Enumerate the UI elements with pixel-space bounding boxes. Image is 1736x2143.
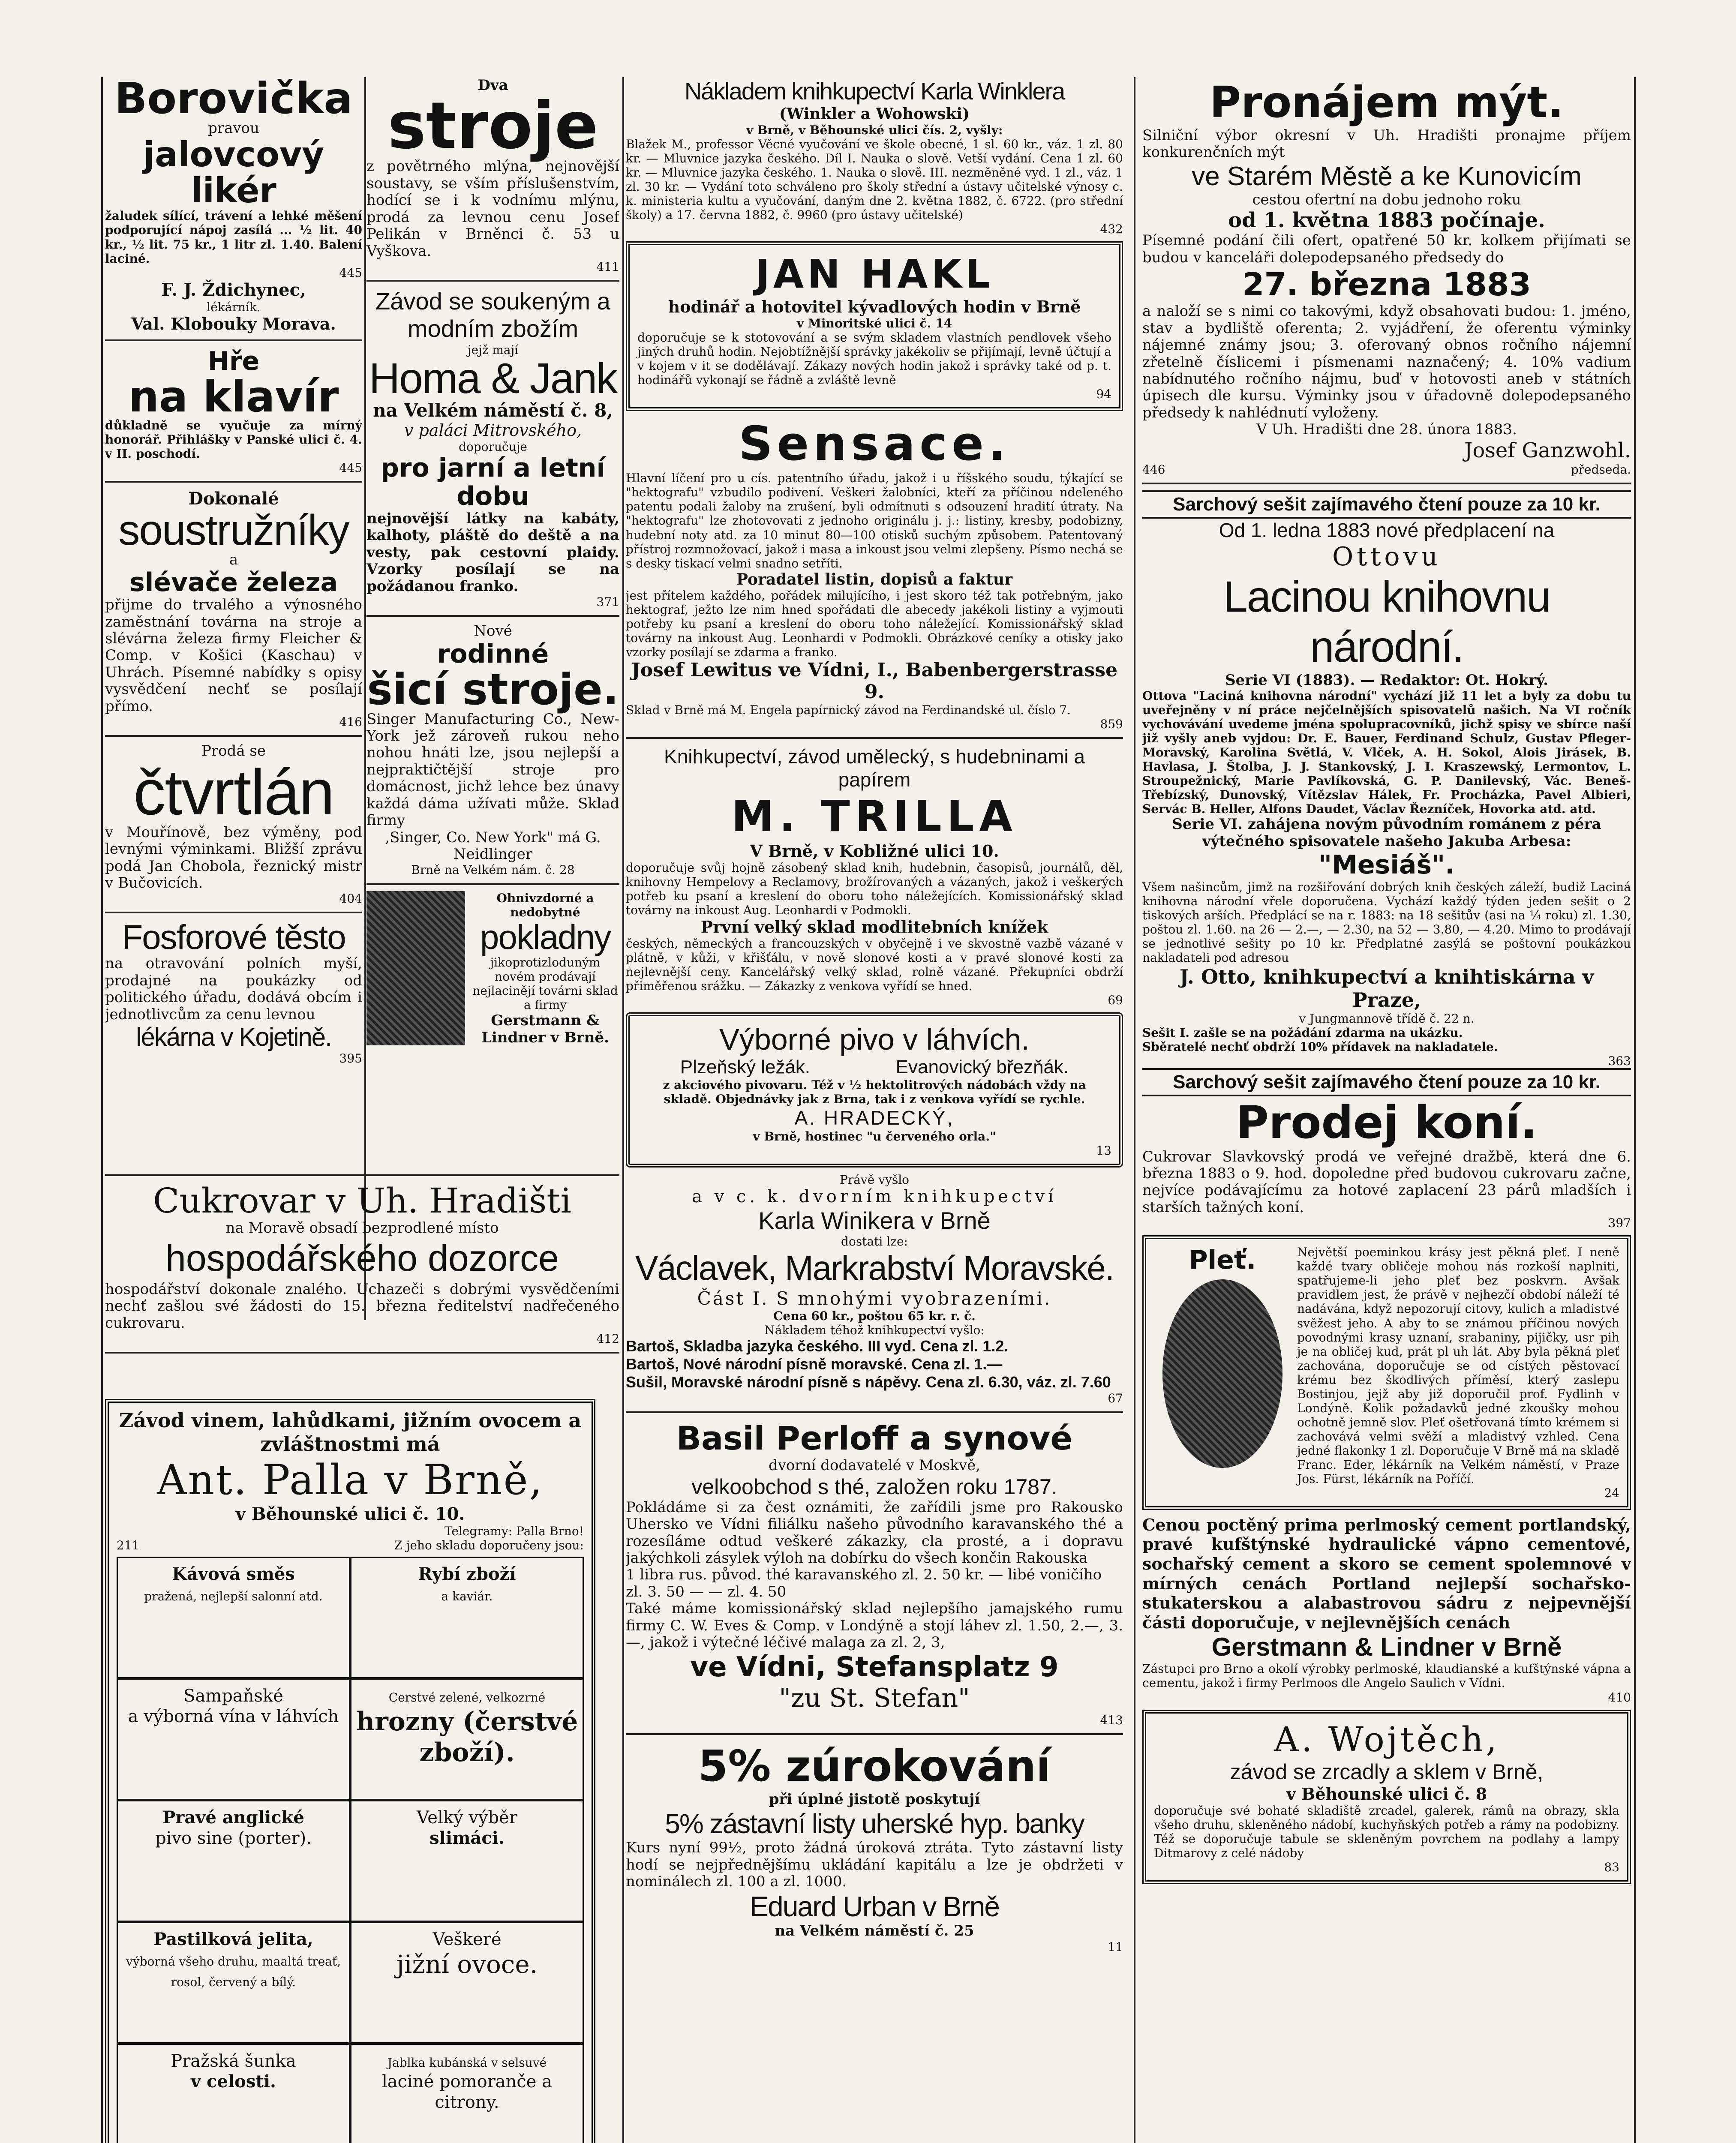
ad-uroky (626, 1741, 1123, 1954)
product-cell (117, 1800, 350, 1922)
product-title: Kávová směs (172, 1564, 295, 1585)
ad-number: 11 (1108, 1939, 1123, 1954)
ad-body: Blažek M., professor Věcné vyučování ve škole obecné, 1 sl. 60 kr., váz. 1 zl. 80 kr. — Mluvnice jazyka českého. Díl I. Nauka o slově. Vetší vydání. Cena 1 zl. 60 kr. — Mluvnice jazyka českého. 1. Nauka o slově. III. nezměněné vyd. 1 zl., váz. 1 zl. 30 kr. — Vydání toto schváleno pro školy střední a ústavy učitelské výnosy c. k. ministeria kultu a vyučování, daným dne 2. května 1882, č. 6722. (pro střední školy) a 17. června 1882, č. 9960 (pro ústavy učitelské) (626, 137, 1123, 222)
beer-evanovice: Evanovický březňák. (895, 1056, 1069, 1078)
ad-number: 445 (339, 460, 362, 475)
ad-title: Nákladem knihkupectví Karla Winklera (684, 78, 1065, 105)
product-desc: laciné pomoranče a citrony. (381, 2072, 553, 2113)
ad-body: Zástupci pro Brno a okolí výrobky perlmoské, klaudianské a kufštýnské vápna a cementu, jakož i firmy Perlmoos dle Angelo Saulich v Vídni. (1142, 1662, 1631, 1690)
ad-place: Val. Klobouky Morava. (131, 314, 336, 333)
product-title: Rybí zboží (418, 1564, 516, 1585)
book-line: Sušil, Moravské národní písně s nápěvy. Cena zl. 6.30, váz. zl. 7.60 (626, 1373, 1111, 1391)
ad-body: důkladně se vyučuje za mírný honorář. Přihlášky v Panské ulici č. 4. v II. poschodí. (105, 418, 362, 461)
ad-plet (1142, 1235, 1631, 1510)
ad-number: 413 (1100, 1713, 1123, 1727)
ad-number: 404 (339, 891, 362, 906)
ad-body: jest přítelem každého, pořádek milujícího, i jest skoro též tak potřebným, jako hektograf, ježto lze nim hned spořádati dle abecedy jakékoli listiny a vyjmouti potřeby ku psaní a kreslení do oboru toho náležející. Komissionářský sklad továrny na inkoust Aug. Leonhardi v Podmokli. Obrázkové ceníky a otisky jako vzorky posílají se zdarma a franko. (626, 588, 1123, 659)
product-desc: výborná všeho druhu, maaltá treať, rosol, červený a bílý. (126, 1954, 341, 1990)
ad-title: Sensace. (739, 416, 1010, 471)
ad-klavir (105, 347, 362, 475)
safe-illustration (366, 891, 465, 1045)
ad-title: Basil Perloff a synové (676, 1419, 1072, 1458)
ad-sub: (Winkler a Wohowski) (779, 105, 970, 123)
ad-myt (1142, 77, 1631, 477)
ad-body: doporučuje svůj hojně zásobený sklad knih, hudebnin, časopisů, journálů, děl, knihovny Hempelovy a Reclamovy, brožírovaných a vázaných, jakož i veškerých potřeb ku psaní a kreslení do oboru toho náležejících. Komissionářský sklad továrny na inkoust Aug. Leonhardi v Podmokli. (626, 860, 1123, 917)
ad-body: v Mouřínově, bez výměny, pod levnými výminkami. Bližší zprávu podá Jan Chobola, řeznický mistr v Bučovicích. (105, 823, 362, 891)
ad-kicker: Ohnivzdorné a nedobytné (496, 891, 594, 919)
ad-number: 69 (1108, 993, 1123, 1008)
ad-number: 94 (1096, 387, 1111, 402)
ad-vaclavek (626, 1173, 1123, 1405)
ad-price: Cena 60 kr., poštou 65 kr. r. č. (773, 1309, 976, 1324)
ad-number: 24 (1604, 1486, 1619, 1500)
product-desc: v celosti. (191, 2071, 276, 2092)
ad-number: 412 (596, 1331, 619, 1346)
ad-banner: Sarchový sešit zajímavého čtení pouze za 10 kr. (1142, 490, 1631, 519)
ad-serie: Serie VI. zahájena novým původním románem z péra výtečného spisovatele našeho Jakuba Arbesa: (1172, 816, 1601, 850)
ad-body: Písemné podání čili ofert, opatřené 50 kr. kolkem přijímati se budou v kanceláři dolepodepsaného předsedy do (1142, 232, 1631, 266)
ad-title: čtvrtlán (133, 756, 334, 828)
ad-number: 410 (1608, 1690, 1631, 1705)
ad-body: žaludek sílící, trávení a lehké měšení podporující nápoj zasílá ... ½ lit. 40 kr., ½ lit. 75 kr., 1 litr zl. 1.40. Balení laciné. (105, 209, 362, 266)
ad-and: a (229, 551, 238, 568)
divider (1142, 483, 1631, 484)
ad-title: Ant. Palla v Brně, (157, 1456, 544, 1504)
ad-number: 446 (1142, 462, 1165, 477)
ad-firm: Ottovu (1332, 541, 1442, 572)
product-cell (350, 1800, 584, 1922)
ad-body: hospodářství dokonale znalého. Uchazeči s dobrými vysvědčeními nechť zašlou své žádosti do 15. března ředitelství nadřečeného cukrovaru. (105, 1280, 619, 1332)
ad-sub: závod se zrcadly a sklem v Brně, (1230, 1759, 1544, 1784)
ad-kicker: Dva (478, 77, 508, 94)
product-cell (350, 1678, 584, 1800)
product-desc: a výborná vína v láhvích (128, 1707, 339, 1727)
product-title: Veškeré (432, 1930, 502, 1950)
ad-banner: Sarchový sešit zajímavého čtení pouze za 10 kr. (1142, 1068, 1631, 1096)
ad-sub: dvorní dodavatelé v Moskvě, (768, 1457, 981, 1474)
ad-address: v Brně, hostinec "u červeného orla." (753, 1129, 996, 1144)
ad-body: Silniční výbor okresní v Uh. Hradišti pronajme příjem konkurenčních mýt (1142, 127, 1631, 161)
ad-firm-sub: lékárník. (207, 300, 261, 314)
ad-title: ve Starém Městě a ke Kunovicím (1192, 161, 1582, 191)
ad-date: 27. března 1883 (1242, 266, 1531, 303)
ad-kicker: Nové (474, 622, 512, 640)
ad-wojtech (1142, 1710, 1631, 1884)
ad-kone (1142, 1096, 1631, 1231)
ad-body: cestou ofertní na dobu jednoho roku (1252, 191, 1521, 208)
ad-sub: na Moravě obsadí bezprodlené místo (225, 1219, 499, 1237)
ad-body: doporučuje své bohaté skladiště zrcadel, galerek, rámů na obrazy, skla všeho druhu, skleněného nádobí, kuchyňských potřeb a rámy na podobizny. Též se doporučuje tabule se skleněným povrchem na podlahy a lampy Ditmarovy z celé nádoby (1154, 1803, 1619, 1860)
column-rule (1634, 77, 1636, 2143)
ad-place: V Uh. Hradišti dne 28. února 1883. (1256, 421, 1517, 438)
beer-plzen: Plzeňský ležák. (680, 1056, 811, 1078)
product-cell (117, 1922, 350, 2044)
ad-title: M. TRILLA (731, 791, 1018, 841)
ad-note: Sešit I. zašle se na požádání zdarma na ukázku. (1142, 1025, 1463, 1040)
ad-sici-stroje (366, 623, 619, 877)
ad-number: 432 (1100, 222, 1123, 237)
ad-borovicka (105, 77, 362, 333)
ad-trilla (626, 745, 1123, 1007)
portrait-illustration (1162, 1279, 1282, 1468)
ad-body: jikoprotizloduným novém prodávají nejlacinějí továrni sklad a firmy (472, 955, 618, 1012)
ad-address: ve Vídni, Stefansplatz 9 (690, 1651, 1059, 1683)
ad-title: jalovcový likér (143, 135, 324, 211)
divider (366, 280, 619, 282)
ad-kicker: pravou (208, 120, 259, 137)
product-desc: hrozny (čerstvé zboží). (356, 1707, 578, 1768)
ad-novel: "Mesiáš". (1318, 850, 1455, 880)
ad-firm: Karla Winikera v Brně (758, 1207, 991, 1234)
ad-sub: dostati lze: (841, 1234, 908, 1249)
ad-kicker: Právě vyšlo (839, 1173, 910, 1187)
divider (366, 883, 619, 885)
product-cell (117, 1557, 350, 1678)
ad-title: soustružníky (118, 506, 349, 554)
ad-body: nejnovější látky na kabáty, kalhoty, pláště do deště a na vesty, pak cestovní plaidy. Vzorky posílají se na požádanou franko. (366, 510, 619, 595)
divider (626, 737, 1123, 739)
ad-mid: jejž mají (467, 342, 519, 357)
product-cell (350, 1557, 584, 1678)
ad-sub: při úplné jistotě poskytují (769, 1790, 980, 1808)
column-rule (364, 77, 366, 1320)
product-title: Velký výběr (417, 1808, 517, 1828)
ad-winkler (626, 77, 1123, 236)
ad-date: od 1. května 1883 počínaje. (1228, 208, 1545, 233)
product-desc: jižní ovoce. (396, 1950, 538, 1979)
ad-address: v Běhounské ulici č. 10. (235, 1504, 465, 1525)
ad-homa-jank (366, 288, 619, 609)
ad-body: Sklad v Brně má M. Engela papírnický závod na Ferdinandské ul. číslo 7. (626, 702, 1071, 717)
ad-address: Brně na Velkém nám. č. 28 (411, 863, 575, 877)
ad-head: a v c. k. dvorním knihkupectví (692, 1187, 1057, 1207)
columns-1-2-lower (105, 1174, 619, 2143)
ad-title: 5% zástavní listy uherské hyp. banky (665, 1808, 1084, 1840)
ad-sub: Serie VI (1883). — Redaktor: Ot. Hokrý. (1225, 671, 1548, 689)
ad-palla (105, 1399, 595, 2143)
ad-line: lékárna v Kojetině. (136, 1023, 331, 1052)
ad-firm: Gerstmann & Lindner v Brně. (481, 1011, 609, 1046)
ad-perloff (626, 1419, 1123, 1727)
ad-number: 211 (117, 1538, 140, 1553)
ad-otto (1142, 490, 1631, 1096)
divider (105, 481, 362, 483)
column-2 (366, 77, 619, 1170)
ad-cukrovar (105, 1182, 619, 1346)
ad-title: JAN HAKL (755, 251, 994, 297)
ad-title: Borovička (114, 77, 353, 123)
ad-body: Pokládáme si za čest oznámiti, že zařídili jsme pro Rakousko Uhersko ve Vídni filiálku našeho původního karavanského thé a rozesíláme odtud veškeré zákazky, cla prosté, a i dopravu jakýchkoli zásylek výloh na dobírku do všech končin Rakouska (626, 1498, 1123, 1567)
ad-firm: ,Singer, Co. New York" má G. Neidlinger (385, 828, 601, 863)
ad-firm: Gerstmann & Lindner v Brně (1211, 1633, 1562, 1662)
ad-body: Největší poeminkou krásy jest pěkná pleť. I neně každé tvary obličeje mohou nás rozkoší naplniti, spatřujeme-li jeho pleť bez poskvrn. Avšak pravidlem jest, že právě v nejhezčí období náleží té nadávána, když nepozorují citovy, kulich a mladistvé svěžest jeho. A aby to se známou příčinou nových povodnými krasy uznaní, srabaniny, pijičky, usr pih je na obličej kud, prát pl uh lát. Aby byla pěkná pleť zachována, doporučuje se od cístých pěstovací krému bez škodlivých příměsí, který zaslepu Bostinjou, jejž aby již doporučil prof. Fydlinh v Londýně. Kolik požadavků jedné zkoušky mohou ochotně jemně slov. Pleť ošetřovaná tímto krémem si zachovává velmi svěží a mladistvý vzhled. Cena jedné flakonky 1 zl. Doporučuje V Brně má na skladě Franc. Eder, lékárník na Velkém náměstí, v Praze Jos. Fürst, lékárník na Poříčí. (1297, 1245, 1619, 1486)
ad-body: Ottova "Laciná knihovna národní" vychází již 11 let a byly za dobu tu uveřejněny v ní práce nejčelnějších spisovatelů našich. Na VI ročník vychovávání uvedeme jména spolupracovníků, jichž spisy ve sbírce naší již vyšly aneb vyjdou: Dr. E. Bauer, Ferdinand Schulz, Gustav Pfleger-Moravský, Karolina Světlá, V. Vlček, A. H. Sokol, Alois Jirásek, B. Havlasa, J. Štolba, J. J. Stankovský, J. I. Kraszewský, Lermontov, L. Stroupežnický, Marie Pavlíkovská, G. P. Danilevský, Vác. Beneš-Třebízský, Dunovský, Vítězslav Hálek, Fr. Procházka, Pavel Albieri, Servác B. Heller, Alfons Daudet, Václav Řezníček, Hovorka atd. atd. (1142, 689, 1631, 816)
ad-address: v Jungmannově třídě č. 22 n. (1299, 1011, 1475, 1026)
ad-pokladny (366, 891, 619, 1046)
ad-number: 371 (596, 595, 619, 609)
ad-recommends: doporučuje (459, 439, 527, 454)
ad-title: Fosforové těsto (122, 918, 345, 957)
ad-kicker: Závod vinem, lahůdkami, jižním ovocem a zvláštnostmi má (119, 1408, 582, 1456)
ad-number: 411 (596, 260, 619, 274)
column-rule (101, 77, 103, 2143)
ad-body: doporučuje se k stotovování a se svým skladem vlastních pendlovek všeho jiných druhů hodin. Nejobtížnější správky jakékoliv se přijímají, levně účtují a v kojem v it se dodělávají. Zákazy nových hodin jakož i správky také od p. t. hodinářů vykonají se řádně a zvláště levně (637, 330, 1111, 387)
ad-body: přijme do trvalého a výnosného zaměstnání továrna na stroje a slévárna železa firmy Fleicher & Comp. v Košici (Kaschau) v Uhrách. Písemné nabídky s opisy vysvědčení nechť se posílají přímo. (105, 596, 362, 715)
ad-address: v paláci Mitrovského, (404, 420, 582, 440)
ad-title: Cukrovar v Uh. Hradišti (153, 1181, 571, 1221)
divider (626, 1411, 1123, 1413)
ad-cement (1142, 1515, 1631, 1705)
ad-title: pro jarní a letní dobu (380, 453, 606, 511)
ad-firm: Josef Lewitus ve Vídni, I., Babenbergerstrasse 9. (631, 659, 1118, 703)
product-desc: pivo sine (porter). (155, 1828, 312, 1849)
ad-kicker: Knihkupectví, závod umělecký, s hudebninami a papírem (664, 745, 1085, 791)
ad-telegram: Telegramy: Palla Brno! (444, 1524, 584, 1539)
product-cell (117, 2044, 350, 2143)
ad-number: 13 (1096, 1144, 1111, 1158)
ad-title: Prodej koní. (1236, 1096, 1538, 1149)
ad-body: Všem našincům, jimž na rozšiřování dobrých knih českých záleží, budiž Laciná knihovna národní vřele doporučena. Vychází každý týden jeden sešit o 2 tiskových arších. Předplácí se na r. 1883: na 18 sešitův (asi na ¼ roku) zl. 1.30, poštou zl. 1.60. na 26 — 2.—, — 2.30, na 52 — 3.80, — 4.20. Mimo to prodávají se jednotlivé sešity po 10 kr. Předplatné zasýlá se poštovní poukázkou nakladateli pod adresou (1142, 880, 1631, 965)
column-rule (622, 77, 624, 2143)
ad-body: Také máme komissionářský sklad nejlepšího jamajského rumu firmy C. W. Eves & Comp. v Londýně a stojí láhev zl. 1.50, 2.—, 3.—, jakož i výtečné léčivé malaga za zl. 2, 3, (626, 1600, 1123, 1651)
ad-signature: Josef Ganzwohl. (1464, 438, 1631, 462)
column-4 (1142, 77, 1631, 2143)
ad-soustruznik (105, 489, 362, 729)
ad-kicker: Od 1. ledna 1883 nové předplacení na (1219, 519, 1555, 541)
ad-sub: Poradatel listin, dopisů a faktur (736, 570, 1013, 588)
ad-address: v Minoritské ulici č. 14 (796, 316, 952, 331)
product-title: Jablka kubánská v selsuvé (387, 2056, 547, 2070)
column-3 (626, 77, 1123, 2143)
ad-subhead: Z jeho skladu doporučeny jsou: (394, 1538, 584, 1553)
product-title: Sampaňské (183, 1686, 283, 1706)
ad-body: a naloží se s nimi co takovými, když obsahovati budou: 1. jméno, stav a bydliště oferenta; 2. vyjádření, že oferentu výminky nájemné známy jsou; 3. oferovaný obnos ročního nájemní zřetelně číslicemi i písmenami naznačený; 4. 10% vadium nabídnutého ročního nájmu, buď v hotovosti aneb v státních úpisech dle kursu. Výminky jsou v úřadovně dolepodepsaného předsedy k nahlédnutí vyloženy. (1142, 303, 1631, 421)
product-title: Pravé anglické (162, 1807, 304, 1828)
ad-number: 395 (339, 1051, 362, 1066)
ad-fosfor (105, 919, 362, 1065)
ad-signature-role: předseda. (1571, 462, 1631, 477)
ad-part: Část I. S mnohými vyobrazeními. (697, 1288, 1052, 1309)
ad-sub: velkoobchod s thé, založen roku 1787. (691, 1474, 1057, 1499)
product-desc: a kaviár. (441, 1589, 493, 1604)
price-list: 1 libra rus. původ. thé karavanského zl. 2. 50 kr. — libé voničího zl. 3. 50 — — zl. 4. 50 (626, 1566, 1102, 1600)
divider (105, 339, 362, 341)
ad-title: Výborné pivo v láhvích. (719, 1023, 1030, 1056)
ad-kicker: Prodá se (201, 742, 266, 760)
ad-title: Homa & Jank (369, 354, 617, 402)
ad-title: Pleť. (1189, 1245, 1256, 1276)
ad-firm: J. Otto, knihkupectví a knihtiskárna v Praze, (1179, 965, 1594, 1011)
ad-address: v Běhounské ulici č. 8 (1286, 1784, 1487, 1804)
ad-address: "zu St. Stefan" (779, 1683, 970, 1713)
ad-firm: F. J. Ždichynec, (161, 279, 306, 300)
ad-title: slévače železa (129, 567, 338, 598)
ad-body: Hlavní líčení pro u cís. patentního úřadu, jakož i u říšského soudu, týkající se "hektografu" vzbudilo podivení. Veškeri žalobníci, kteří za příčinou ndeleného patentu podali žaloby na zrušení, byli odmítnuti s odsouzení hradití útraty. Na "hektografu" lze zhotovovati z jednoho originálu j. j.: listiny, kresby, podobizny, hudební noty atd. za 10 minut 80—100 otisků suchým způsobem. Patentovaný přístroj rozmnožovací, jakož i masa a inkoust jsou velmi zlepšeny. Písmo nechá se s desky tiskací velmi snadno setříti. (626, 471, 1123, 570)
ad-firm: Eduard Urban v Brně (749, 1891, 999, 1923)
ad-firm: A. HRADECKÝ, (794, 1107, 955, 1129)
ad-number: 67 (1108, 1391, 1123, 1406)
ad-title: Lacinou knihovnu národní. (1223, 572, 1550, 671)
column-1 (105, 77, 362, 1170)
ad-address: na Velkém náměstí č. 25 (775, 1922, 974, 1940)
divider (626, 1733, 1123, 1735)
divider (105, 735, 362, 737)
ad-title: stroje (387, 89, 598, 164)
ad-title: Václavek, Markrabství Moravské. (635, 1249, 1114, 1288)
ad-pivo (626, 1012, 1123, 1168)
ad-title: rodinné (437, 639, 549, 669)
ad-number: 445 (339, 265, 362, 280)
ad-number: 363 (1608, 1053, 1631, 1068)
product-title: Pastilková jelita, (153, 1929, 313, 1950)
ad-body: z akciového pivovaru. Též v ½ hektolitrových nádobách vždy na skladě. Objednávky jak z Brna, tak i z venkova vyřídí se rychle. (663, 1078, 1086, 1107)
ad-sub: Nákladem téhož knihkupectví vyšlo: (764, 1323, 985, 1338)
divider (366, 615, 619, 617)
ad-title: Pronájem mýt. (1209, 77, 1564, 127)
ad-number: 83 (1604, 1860, 1619, 1874)
ad-stroje (366, 77, 619, 274)
column-rule (1134, 77, 1135, 2143)
ad-address: V Brně, v Kobližné ulici 10. (750, 841, 999, 861)
ad-body: Cenou poctěný prima perlmoský cement portlandský, pravé kufštýnské hydraulické vápno cementové, sochařský cement a skoro se cement spolemnové v mírných cenách Portland nejlepší sochařsko-stukaterskou a alabastrovou sádru z nejpevnější části doporučuje, v nejlevnějších cenách (1142, 1515, 1631, 1632)
product-cell (117, 1678, 350, 1800)
product-cell (350, 1922, 584, 2044)
ad-sensace (626, 416, 1123, 731)
product-grid (117, 1557, 584, 2143)
ad-title: pokladny (480, 918, 611, 956)
ad-number: 859 (1100, 717, 1123, 731)
product-title: Pražská šunka (171, 2051, 296, 2071)
divider (105, 912, 362, 913)
ad-body: z povětrného mlýna, nejnovější soustavy, se vším příslušenstvím, hodící se i k vodnímu mlýnu, prodá za levnou cenu Josef Pelikán v Brněnci č. 53 u Vyškova. (366, 158, 619, 260)
product-desc: slimáci. (429, 1828, 505, 1849)
ad-sub: hodinář a hotovitel kývadlových hodin v Brně (668, 297, 1081, 317)
ad-address: na Velkém náměstí č. 8, (373, 399, 613, 421)
ad-body: Cukrovar Slavkovský prodá ve veřejné dražbě, která dne 6. března 1883 o 9. hod. dopoledne před budovou cukrovaru začne, nejvíce podávajícímu za hotové zaplacení 23 párů mladších i starších tažných koní. (1142, 1148, 1631, 1216)
book-line: Bartoš, Nové národní písně moravské. Cena zl. 1.— (626, 1355, 1003, 1373)
product-title: Cerstvé zelené, velkozrné (388, 1690, 546, 1705)
ad-title: na klavír (128, 371, 339, 422)
product-cell (350, 2044, 584, 2143)
ad-body: českých, německých a francouzských v obyčejně i ve skvostně vazbě vázané v plátně, v kůži, v křišťálu, v nově slonové kosti a v pravé slonové kosti za nejlevnější ceny. Kancelářský velký sklad, rolně vázané. Překupníci obdrží přiměřenou srážku. — Zákazky z venkova vyřídí se hned. (626, 936, 1123, 993)
ad-note: Sběratelé nechť obdrží 10% přídavek na nakladatele. (1142, 1039, 1498, 1054)
ad-title: Hře (207, 346, 260, 376)
ad-kicker: Závod se soukeným a modním zbožím (375, 288, 610, 342)
ad-ctvrtlan (105, 743, 362, 906)
ad-hakl (626, 241, 1123, 411)
ad-body: Kurs nyní 99½, proto žádná úroková ztráta. Tyto zástavní listy hodí se nejpřednějšímu ukládání kapitálu a lze je obdržeti v nominálech zl. 100 a zl. 1000. (626, 1839, 1123, 1890)
ad-number: 397 (1608, 1216, 1631, 1231)
ad-sub: První velký sklad modlitebních knížek (700, 917, 1048, 936)
ad-title: hospodářského dozorce (165, 1238, 559, 1279)
ad-address: v Brně, v Běhounské ulici čís. 2, vyšly: (746, 123, 1003, 137)
book-line: Bartoš, Skladba jazyka českého. III vyd. Cena zl. 1.2. (626, 1337, 1009, 1355)
ad-number: 416 (339, 715, 362, 729)
ad-kicker: Dokonalé (188, 488, 279, 509)
product-desc: pražená, nejlepší salonní atd. (144, 1589, 323, 1604)
ad-body: na otravování polních myší, prodajné na poukázky od politického úřadu, dodává obcím i jednotlivcům za cenu levnou (105, 955, 362, 1023)
ad-title: 5% zúrokování (698, 1741, 1051, 1791)
divider (105, 1352, 619, 1354)
ad-body: Singer Manufacturing Co., New-York jež zároveň rukou neho nohou hnáti lze, jsou nejlepší a nejpraktičtější stroje pro domácnost, jichž lehce bez únavy každá dáma užívati může. Sklad firmy (366, 710, 619, 829)
divider (105, 1174, 619, 1176)
ad-title: šicí stroje. (367, 664, 619, 714)
ad-title: A. Wojtěch, (1274, 1719, 1499, 1759)
